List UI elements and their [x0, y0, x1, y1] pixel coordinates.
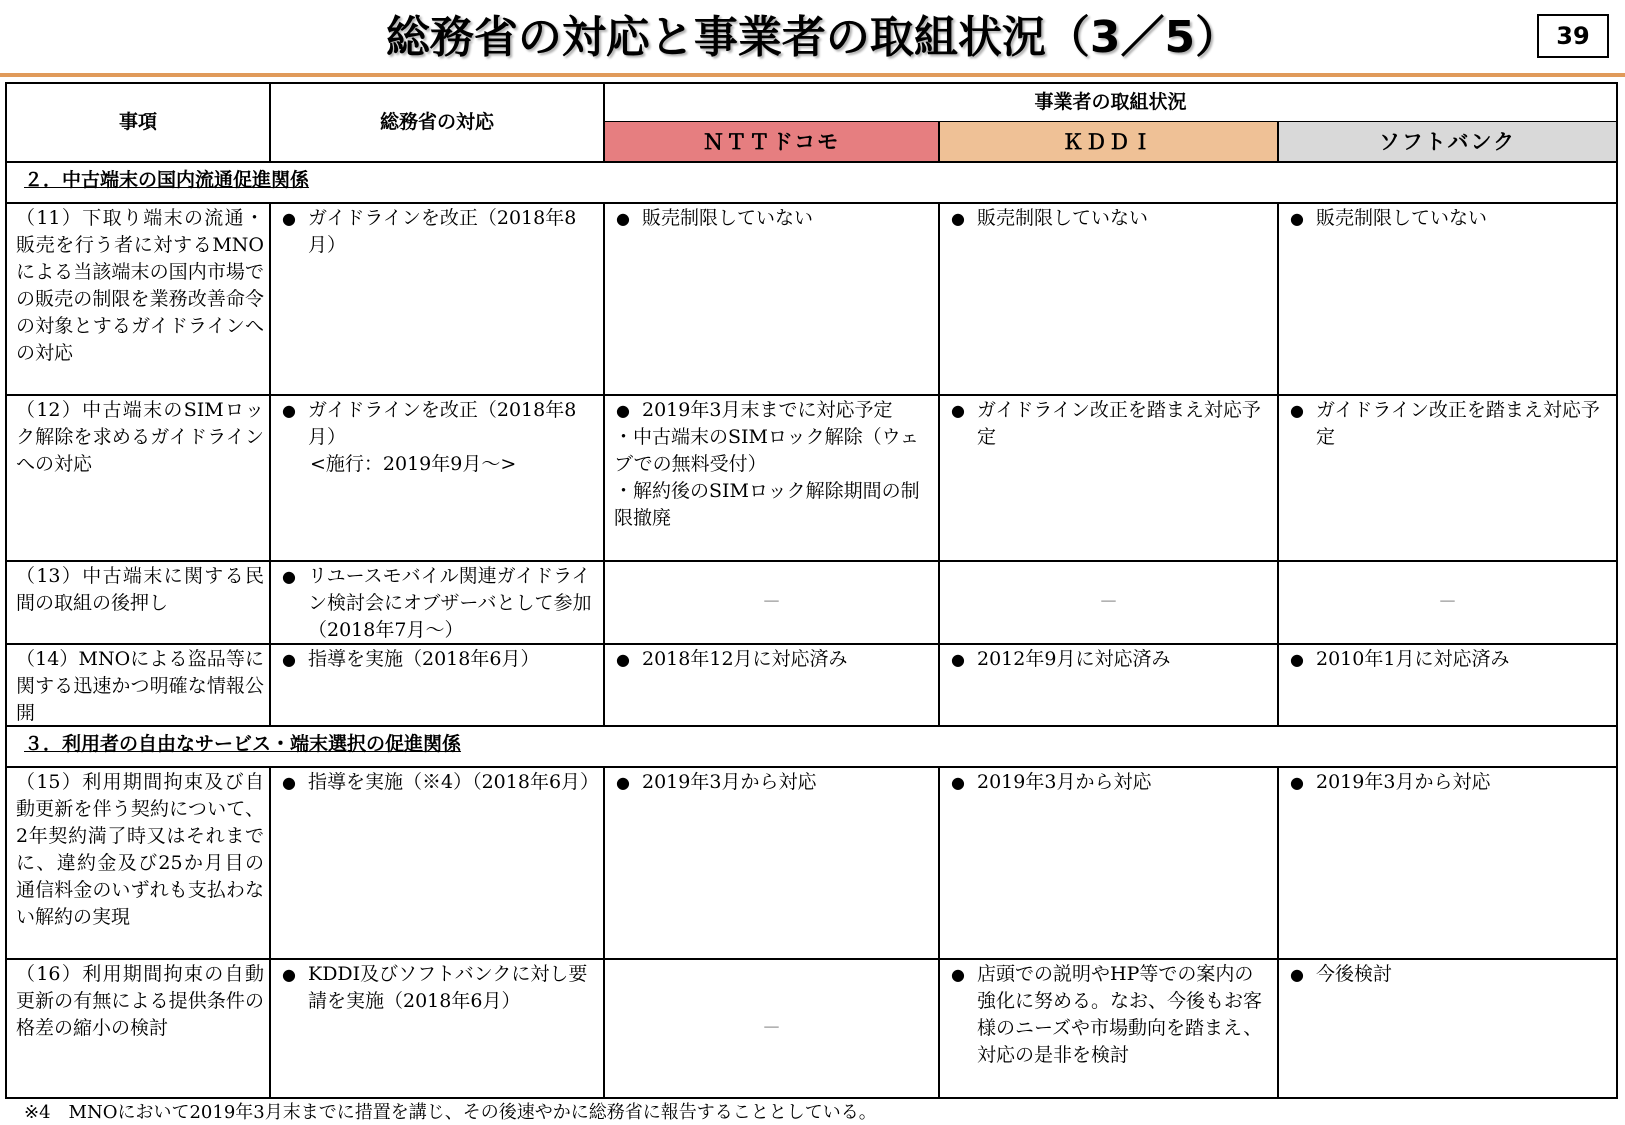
table-border — [1277, 766, 1279, 1099]
table-border — [938, 202, 940, 727]
table-border — [5, 161, 1618, 163]
kddi-status — [939, 203, 1278, 395]
list-item: ● 2019年3月から対応 — [1288, 769, 1611, 796]
mic-response — [270, 767, 604, 959]
docomo-status: － — [761, 591, 781, 613]
kddi-status: － — [1098, 591, 1118, 613]
table-border — [5, 394, 1618, 396]
table-border — [938, 121, 940, 162]
footnote: ※4 MNOにおいて2019年3月末までに措置を講じ、その後速やかに総務省に報告することとしている。 — [24, 1102, 877, 1123]
table-border — [603, 202, 605, 727]
list-item: ● KDDI及びソフトバンクに対し要請を実施（2018年6月） — [280, 961, 598, 1015]
list-item: ● 店頭での説明やHP等での案内の強化に努める。なお、今後もお客様のニーズや市場動向を踏まえ、対応の是非を検討 — [949, 961, 1272, 1069]
table-border — [5, 82, 1618, 84]
page-title: 総務省の対応と事業者の取組状況（3／5） — [385, 12, 1240, 63]
docomo-status: － — [761, 1017, 781, 1039]
list-item: ● 指導を実施（※4）（2018年6月） — [280, 769, 598, 796]
table-border — [1616, 82, 1618, 1099]
docomo-status — [604, 767, 939, 959]
softbank-status — [1278, 644, 1617, 726]
section-heading: ２．中古端末の国内流通促進関係 — [24, 169, 310, 191]
list-item: ● ガイドライン改正を踏まえ対応予定 — [949, 397, 1272, 451]
list-item: ● 指導を実施（2018年6月） — [280, 646, 598, 673]
list-item: ● 販売制限していない — [614, 205, 933, 232]
softbank-status — [1278, 959, 1617, 1098]
docomo-status — [604, 395, 939, 561]
table-border — [5, 1097, 1618, 1099]
list-item: ● ガイドライン改正を踏まえ対応予定 — [1288, 397, 1611, 451]
row-item: （11）下取り端末の流通・販売を行う者に対するMNOによる当該端末の国内市場での販売の制限を業務改善命令の対象とするガイドラインへの対応 — [16, 207, 264, 364]
list-item: ● 2019年3月から対応 — [614, 769, 933, 796]
list-item: ● 販売制限していない — [1288, 205, 1611, 232]
softbank-status: － — [1437, 591, 1457, 613]
table-border — [5, 766, 1618, 768]
detail-note: ・中古端末のSIMロック解除（ウェブでの無料受付） — [614, 426, 919, 475]
mic-response — [270, 644, 604, 726]
table-border — [269, 766, 271, 1099]
page-number: 39 — [1537, 14, 1609, 58]
list-item: ● 2012年9月に対応済み — [949, 646, 1272, 673]
table-border — [269, 82, 271, 162]
kddi-status — [939, 644, 1278, 726]
row-item: （15）利用期間拘束及び自動更新を伴う契約について、2年契約満了時又はそれまでに、違約金及び25か月目の通信料金のいずれも支払わない解約の実現 — [16, 771, 264, 928]
softbank-status — [1278, 203, 1617, 395]
list-item: ● リユースモバイル関連ガイドライン検討会にオブザーバとして参加（2018年7月～） — [280, 563, 598, 644]
kddi-status — [939, 767, 1278, 959]
header-carriers: 事業者の取組状況 — [1034, 91, 1187, 113]
list-item: ● 2019年3月から対応 — [949, 769, 1272, 796]
table-border — [938, 766, 940, 1099]
table-border — [1277, 121, 1279, 162]
table-border — [5, 958, 1618, 960]
row-item: （12）中古端末のSIMロック解除を求めるガイドラインへの対応 — [16, 399, 264, 475]
table-border — [269, 202, 271, 727]
header-item: 事項 — [118, 111, 157, 133]
list-item: ● 2018年12月に対応済み — [614, 646, 933, 673]
header-kddi: ＫＤＤＩ — [939, 122, 1278, 162]
softbank-status — [1278, 767, 1617, 959]
header-softbank: ソフトバンク — [1278, 122, 1617, 162]
table-border — [5, 643, 1618, 645]
table-border — [604, 121, 1618, 122]
mic-response — [270, 561, 604, 644]
section-heading: ３．利用者の自由なサービス・端末選択の促進関係 — [24, 733, 462, 755]
list-item: ● 2010年1月に対応済み — [1288, 646, 1611, 673]
detail-note: ・解約後のSIMロック解除期間の制限撤廃 — [614, 480, 920, 529]
header-mic: 総務省の対応 — [379, 111, 494, 133]
row-item: （16）利用期間拘束の自動更新の有無による提供条件の格差の縮小の検討 — [16, 963, 264, 1039]
list-item: ● 2019年3月末までに対応予定 — [614, 397, 933, 424]
table-border — [1277, 202, 1279, 727]
mic-response — [270, 203, 604, 395]
docomo-status — [604, 203, 939, 395]
kddi-status — [939, 395, 1278, 561]
mic-response — [270, 395, 604, 561]
list-item: ● 今後検討 — [1288, 961, 1611, 988]
table-border — [5, 82, 7, 1099]
docomo-status — [604, 644, 939, 726]
row-item: （13）中古端末に関する民間の取組の後押し — [16, 565, 264, 614]
table-border — [5, 202, 1618, 204]
table-border — [603, 82, 605, 162]
header-docomo: ＮＴＴドコモ — [604, 122, 939, 162]
enforcement-note: <施行：2019年9月～> — [310, 453, 517, 475]
kddi-status — [939, 959, 1278, 1098]
table-border — [5, 725, 1618, 727]
row-item: （14）MNOによる盗品等に関する迅速かつ明確な情報公開 — [16, 648, 264, 724]
table-border — [5, 560, 1618, 562]
softbank-status — [1278, 395, 1617, 561]
table-border — [603, 766, 605, 1099]
list-item: ● ガイドラインを改正（2018年8月） — [280, 397, 598, 451]
mic-response — [270, 959, 604, 1098]
list-item: ● 販売制限していない — [949, 205, 1272, 232]
list-item: ● ガイドラインを改正（2018年8月） — [280, 205, 598, 259]
